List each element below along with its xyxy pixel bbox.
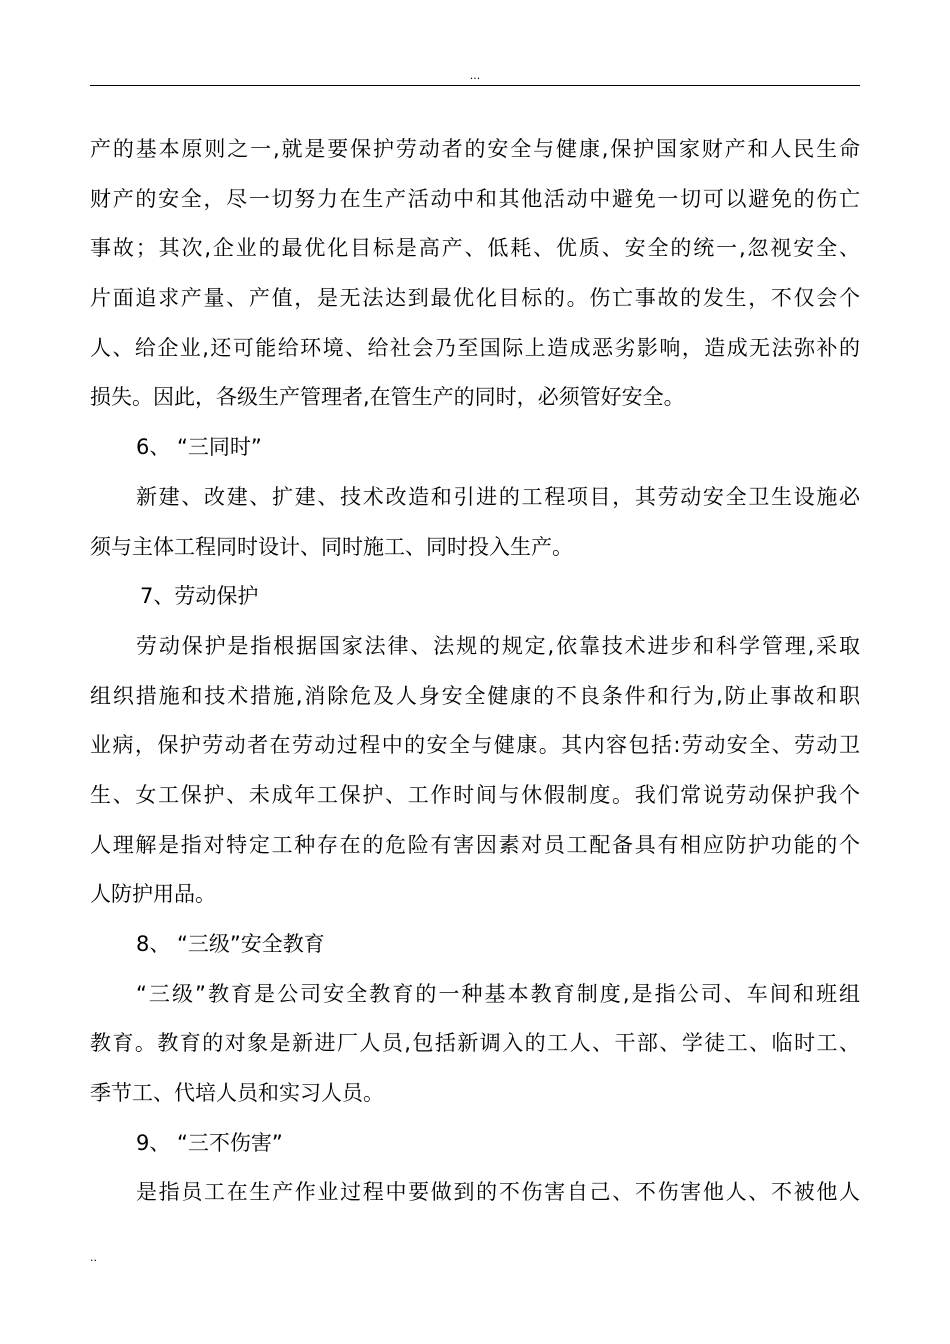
paragraph-line: 事故；其次,企业的最优化目标是高产、低耗、优质、安全的统一,忽视安全、 xyxy=(90,236,860,261)
paragraph-line: 生、女工保护、未成年工保护、工作时间与休假制度。我们常说劳动保护我个 xyxy=(90,782,860,807)
paragraph-line: 季节工、代培人员和实习人员。 xyxy=(90,1081,384,1106)
paragraph-line: “三级”教育是公司安全教育的一种基本教育制度,是指公司、车间和班组 xyxy=(136,981,860,1006)
paragraph-line: 新建、改建、扩建、技术改造和引进的工程项目，其劳动安全卫生设施必 xyxy=(136,484,860,509)
paragraph-line: 组织措施和技术措施,消除危及人身安全健康的不良条件和行为,防止事故和职 xyxy=(90,683,860,708)
paragraph-line: 人理解是指对特定工种存在的危险有害因素对员工配备具有相应防护功能的个 xyxy=(90,832,860,857)
section-heading-6: 6、 “三同时” xyxy=(136,435,262,460)
paragraph-line: 劳动保护是指根据国家法律、法规的规定,依靠技术进步和科学管理,采取 xyxy=(136,633,860,658)
paragraph-line: 片面追求产量、产值，是无法达到最优化目标的。伤亡事故的发生，不仅会个 xyxy=(90,286,860,311)
paragraph-line: 须与主体工程同时设计、同时施工、同时投入生产。 xyxy=(90,534,573,559)
paragraph-line: 损失。因此，各级生产管理者,在管生产的同时，必须管好安全。 xyxy=(90,385,685,410)
page-header-mark: ... xyxy=(469,69,481,82)
paragraph-line: 人、给企业,还可能给环境、给社会乃至国际上造成恶劣影响，造成无法弥补的 xyxy=(90,335,860,360)
page-footer-mark: .. xyxy=(90,1251,97,1264)
section-heading-7: 7、劳动保护 xyxy=(140,584,259,609)
paragraph-line: 产的基本原则之一,就是要保护劳动者的安全与健康,保护国家财产和人民生命 xyxy=(90,137,860,161)
section-heading-9: 9、 “三不伤害” xyxy=(136,1130,283,1155)
paragraph-line: 是指员工在生产作业过程中要做到的不伤害自己、不伤害他人、不被他人 xyxy=(136,1180,860,1205)
section-heading-8: 8、 “三级”安全教育 xyxy=(136,932,325,956)
paragraph-line: 业病，保护劳动者在劳动过程中的安全与健康。其内容包括:劳动安全、劳动卫 xyxy=(90,733,860,758)
header-rule xyxy=(90,85,860,86)
paragraph-line: 人防护用品。 xyxy=(90,882,216,907)
paragraph-line: 财产的安全，尽一切努力在生产活动中和其他活动中避免一切可以避免的伤亡 xyxy=(90,186,860,211)
document-body xyxy=(90,125,860,1218)
paragraph-line: 教育。教育的对象是新进厂人员,包括新调入的工人、干部、学徒工、临时工、 xyxy=(90,1031,860,1056)
